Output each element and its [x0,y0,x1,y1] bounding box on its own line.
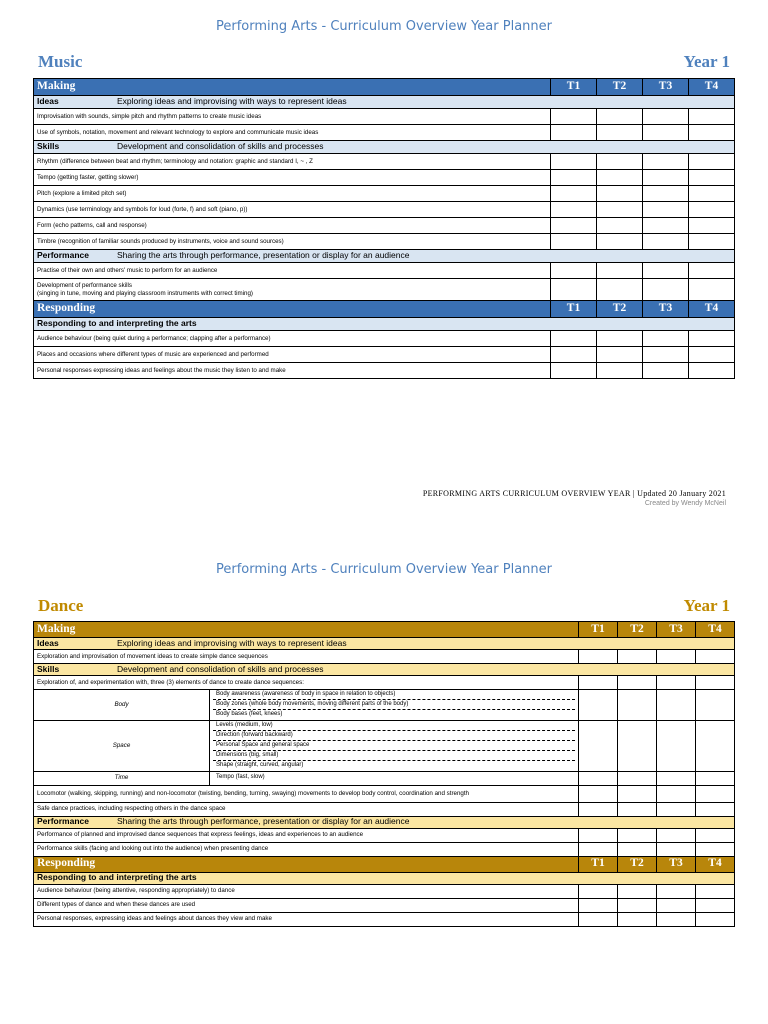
performance-label: Performance [37,816,89,827]
term-cell[interactable] [696,785,735,802]
term-cell[interactable] [689,109,735,125]
term-cell[interactable] [597,331,643,347]
term-cell[interactable] [657,912,696,926]
term-header: T1 [551,301,597,318]
term-cell[interactable] [579,650,618,664]
ideas-desc: Exploring ideas and improvising with ways to represent ideas [117,96,347,107]
row-text: Tempo (getting faster, getting slower) [34,170,551,186]
term-cell[interactable] [551,279,597,301]
term-cell[interactable] [657,771,696,785]
ideas-subheader [34,96,735,109]
element-item: Levels (medium, low) [213,721,575,731]
skills-label: Skills [37,663,60,674]
term-cell[interactable] [689,331,735,347]
term-cell[interactable] [618,898,657,912]
term-cell[interactable] [657,720,696,771]
term-cell[interactable] [551,109,597,125]
row-text: Form (echo patterns, call and response) [34,218,551,234]
performance-subheader [34,816,735,828]
subject-heading: Dance [38,596,84,615]
term-cell[interactable] [579,785,618,802]
term-header: T3 [643,301,689,318]
row-text [34,279,551,301]
element-row-body [34,690,735,721]
element-row-time [34,771,735,785]
table-row [34,218,735,234]
term-cell[interactable] [551,331,597,347]
element-items [210,771,579,785]
subject-heading: Music [38,52,83,71]
term-cell[interactable] [696,802,735,816]
table-row [34,186,735,202]
skills-label: Skills [37,141,60,152]
footer-credit: Created by Wendy McNeil [644,500,726,507]
term-cell[interactable] [597,234,643,250]
term-cell[interactable] [618,771,657,785]
row-text-line: (singing in tune, moving and playing classroom instruments with correct timing) [37,289,253,297]
term-cell[interactable] [643,263,689,279]
year-heading: Year 1 [683,52,730,71]
term-cell[interactable] [657,884,696,898]
term-cell[interactable] [643,186,689,202]
term-cell[interactable] [618,912,657,926]
term-cell[interactable] [579,676,618,690]
term-header: T3 [657,622,696,638]
term-header: T3 [657,856,696,872]
term-cell[interactable] [657,842,696,856]
ideas-subheader [34,638,735,650]
making-header-row [34,622,735,638]
term-cell[interactable] [643,363,689,379]
term-cell[interactable] [579,720,618,771]
term-cell[interactable] [618,785,657,802]
performance-desc: Sharing the arts through performance, presentation or display for an audience [117,250,410,261]
term-cell[interactable] [551,234,597,250]
performance-subheader [34,250,735,263]
skills-subheader [34,664,735,676]
element-item: Dimensions (big, small) [213,751,575,761]
element-name: Time [34,771,210,785]
term-header: T4 [696,622,735,638]
term-cell[interactable] [551,186,597,202]
term-cell[interactable] [643,170,689,186]
table-row [34,676,735,690]
term-cell[interactable] [689,202,735,218]
term-cell[interactable] [579,898,618,912]
table-row [34,828,735,842]
skills-subheader [34,141,735,154]
row-text: Dynamics (use terminology and symbols for loud (forte, f) and soft (piano, p)) [34,202,551,218]
term-cell[interactable] [618,884,657,898]
row-text: Performance of planned and improvised dance sequences that express feelings, ideas and experiences to an audience [34,828,579,842]
term-cell[interactable] [689,234,735,250]
term-cell[interactable] [643,109,689,125]
ideas-label: Ideas [37,637,59,648]
row-text: Timbre (recognition of familiar sounds produced by instruments, voice and sound sources) [34,234,551,250]
term-cell[interactable] [689,218,735,234]
table-row [34,898,735,912]
responding-subheader [34,318,735,331]
table-row [34,347,735,363]
row-text: Exploration of, and experimentation with, three (3) elements of dance to create dance sequences: [34,676,579,690]
row-text: Audience behaviour (being attentive, responding appropriately) to dance [34,884,579,898]
responding-label: Responding [34,301,551,318]
term-cell[interactable] [551,170,597,186]
term-cell[interactable] [657,898,696,912]
term-cell[interactable] [618,650,657,664]
term-cell[interactable] [689,125,735,141]
table-row [34,279,735,301]
term-cell[interactable] [597,363,643,379]
term-cell[interactable] [618,802,657,816]
term-cell[interactable] [551,202,597,218]
element-items [210,720,579,771]
table-row [34,170,735,186]
term-cell[interactable] [618,842,657,856]
element-item: Tempo (fast, slow) [216,774,265,781]
table-row [34,912,735,926]
term-header: T1 [579,856,618,872]
page-title: Performing Arts - Curriculum Overview Year Planner [216,19,552,34]
element-name: Space [34,720,210,771]
element-item: Shape (straight, curved, angular) [216,762,304,769]
term-header: T2 [618,622,657,638]
term-cell[interactable] [618,828,657,842]
term-cell[interactable] [696,898,735,912]
year-heading: Year 1 [683,596,730,615]
term-cell[interactable] [643,218,689,234]
responding-sub-label: Responding to and interpreting the arts [34,318,735,331]
term-cell[interactable] [643,154,689,170]
term-cell[interactable] [579,884,618,898]
term-cell[interactable] [643,234,689,250]
music-planner-table [33,78,735,379]
term-cell[interactable] [689,154,735,170]
ideas-desc: Exploring ideas and improvising with ways to represent ideas [117,637,347,648]
term-cell[interactable] [689,186,735,202]
term-cell[interactable] [551,154,597,170]
row-text: Locomotor (walking, skipping, running) and non-locomotor (twisting, bending, turning, swaying) movements to develop body control, coordination and strength [34,785,579,802]
element-item: Body awareness (awareness of body in space in relation to objects) [213,690,575,700]
row-text: Use of symbols, notation, movement and relevant technology to explore and communicate music ideas [34,125,551,141]
term-cell[interactable] [597,170,643,186]
term-header: T3 [643,79,689,96]
element-item: Body bases (feet, knees) [216,711,283,718]
making-label: Making [34,79,551,96]
term-cell[interactable] [579,771,618,785]
term-cell[interactable] [643,202,689,218]
element-items [210,690,579,721]
table-row [34,263,735,279]
term-cell[interactable] [657,650,696,664]
skills-desc: Development and consolidation of skills and processes [117,663,324,674]
responding-label: Responding [34,856,579,872]
term-cell[interactable] [696,720,735,771]
table-row [34,154,735,170]
table-row [34,109,735,125]
table-row [34,234,735,250]
making-header-row [34,79,735,96]
term-cell[interactable] [579,912,618,926]
term-header: T2 [618,856,657,872]
row-text: Exploration and improvisation of movement ideas to create simple dance sequences [34,650,579,664]
element-item: Personal Space and general space [213,741,575,751]
table-row [34,125,735,141]
term-cell[interactable] [689,170,735,186]
ideas-label: Ideas [37,96,59,107]
term-cell[interactable] [643,331,689,347]
page-title: Performing Arts - Curriculum Overview Year Planner [216,562,552,577]
term-cell[interactable] [597,263,643,279]
row-text: Practise of their own and others' music to perform for an audience [34,263,551,279]
term-cell[interactable] [597,186,643,202]
term-cell[interactable] [696,884,735,898]
term-header: T2 [597,79,643,96]
table-row [34,802,735,816]
row-text: Personal responses expressing ideas and feelings about the music they listen to and make [34,363,551,379]
term-cell[interactable] [597,154,643,170]
element-item: Body zones (whole body movements, moving different parts of the body) [213,700,575,710]
table-row [34,842,735,856]
footer-text: PERFORMING ARTS CURRICULUM OVERVIEW YEAR | Updated 20 January 2021 [422,489,726,498]
element-row-space [34,720,735,771]
row-text: Places and occasions where different types of music are experienced and performed [34,347,551,363]
row-text: Different types of dance and when these dances are used [34,898,579,912]
table-row [34,884,735,898]
term-header: T4 [689,301,735,318]
term-header: T2 [597,301,643,318]
row-text: Safe dance practices, including respecting others in the dance space [34,802,579,816]
responding-header-row [34,856,735,872]
term-header: T1 [579,622,618,638]
term-cell[interactable] [643,279,689,301]
responding-sub-label: Responding to and interpreting the arts [34,872,735,884]
term-cell[interactable] [696,842,735,856]
row-text: Rhythm (difference between beat and rhythm; terminology and notation: graphic and standard I, ~ , Z [34,154,551,170]
row-text-line: Development of performance skills [37,282,132,290]
table-row [34,363,735,379]
table-row [34,650,735,664]
term-cell[interactable] [689,263,735,279]
term-cell[interactable] [696,690,735,721]
term-cell[interactable] [689,363,735,379]
term-cell[interactable] [657,676,696,690]
term-cell[interactable] [551,363,597,379]
term-cell[interactable] [657,690,696,721]
table-row [34,202,735,218]
term-cell[interactable] [551,125,597,141]
term-cell[interactable] [657,802,696,816]
term-cell[interactable] [597,347,643,363]
term-cell[interactable] [579,802,618,816]
term-cell[interactable] [551,218,597,234]
making-label: Making [34,622,579,638]
term-header: T4 [696,856,735,872]
page-footer [423,489,726,507]
performance-desc: Sharing the arts through performance, presentation or display for an audience [117,816,410,827]
responding-subheader [34,872,735,884]
term-cell[interactable] [696,828,735,842]
term-cell[interactable] [597,218,643,234]
term-cell[interactable] [643,125,689,141]
term-cell[interactable] [579,842,618,856]
term-cell[interactable] [579,690,618,721]
term-cell[interactable] [696,771,735,785]
term-cell[interactable] [597,109,643,125]
dance-planner-table [33,621,735,927]
term-cell[interactable] [689,279,735,301]
table-row [34,331,735,347]
term-cell[interactable] [618,720,657,771]
row-text: Performance skills (facing and looking out into the audience) when presenting dance [34,842,579,856]
row-text: Pitch (explore a limited pitch set) [34,186,551,202]
term-header: T4 [689,79,735,96]
skills-desc: Development and consolidation of skills and processes [117,141,324,152]
responding-header-row [34,301,735,318]
term-cell[interactable] [579,828,618,842]
term-cell[interactable] [618,690,657,721]
term-cell[interactable] [696,912,735,926]
term-cell[interactable] [597,202,643,218]
term-cell[interactable] [689,347,735,363]
term-cell[interactable] [618,676,657,690]
row-text: Personal responses, expressing ideas and feelings about dances they view and make [34,912,579,926]
element-item: Direction (forward backward) [213,731,575,741]
term-cell[interactable] [657,828,696,842]
row-text: Improvisation with sounds, simple pitch and rhythm patterns to create music ideas [34,109,551,125]
term-cell[interactable] [597,125,643,141]
term-cell[interactable] [551,263,597,279]
performance-label: Performance [37,250,89,261]
term-cell[interactable] [696,650,735,664]
row-text: Audience behaviour (being quiet during a performance; clapping after a performance) [34,331,551,347]
term-cell[interactable] [643,347,689,363]
term-header: T1 [551,79,597,96]
term-cell[interactable] [657,785,696,802]
term-cell[interactable] [597,279,643,301]
term-cell[interactable] [696,676,735,690]
table-row [34,785,735,802]
element-name: Body [34,690,210,721]
term-cell[interactable] [551,347,597,363]
